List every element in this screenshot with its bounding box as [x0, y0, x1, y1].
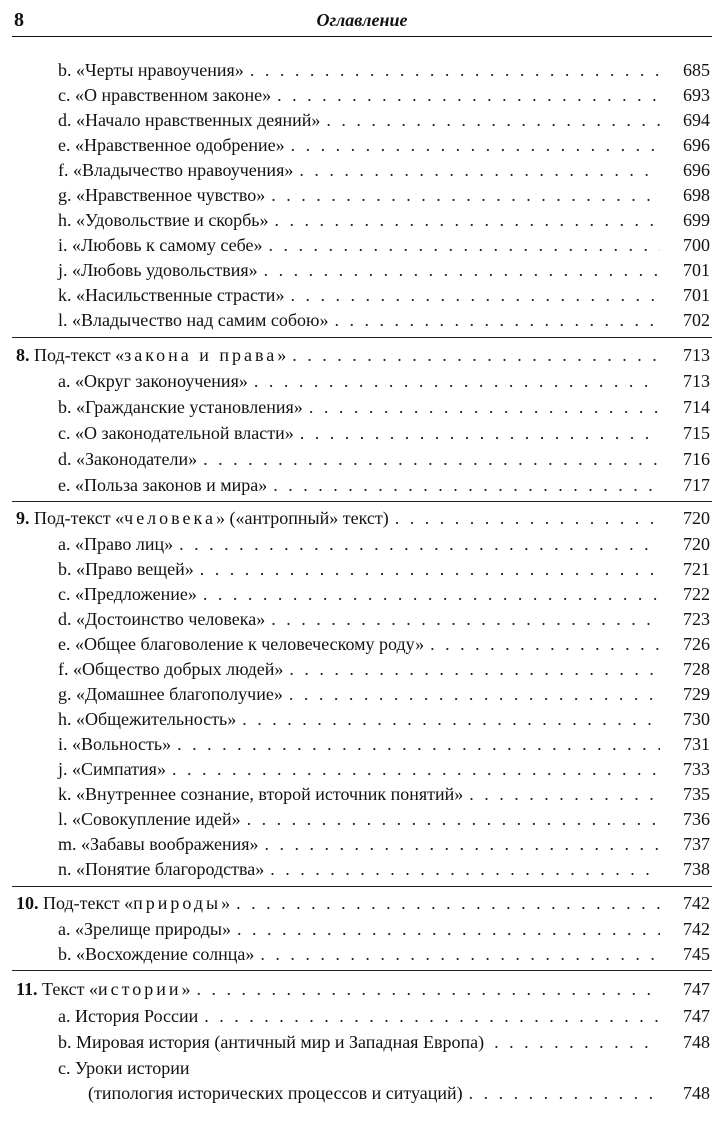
toc-entry[interactable]: g. «Нравственное чувство» . . . 698 [58, 182, 710, 208]
toc-entry[interactable]: b. «Право вещей» . . . 721 [58, 556, 710, 582]
toc-section-11[interactable]: 11. Текст «истории» . . . 747 [16, 976, 710, 1002]
toc-section-8[interactable]: 8. Под-текст «закона и права» . . . 713 [16, 342, 710, 368]
toc-entry[interactable]: d. «Законодатели» . . . 716 [58, 446, 710, 472]
toc-entry[interactable]: h. «Удовольствие и скорбь» . . . 699 [58, 207, 710, 233]
toc-entry[interactable]: d. «Начало нравственных деяний» . . . 694 [58, 107, 710, 133]
toc-entry[interactable]: c. Уроки истории [58, 1058, 190, 1078]
toc-entry[interactable]: g. «Домашнее благополучие» . . . 729 [58, 681, 710, 707]
toc-entry[interactable]: e. «Польза законов и мира» . . . 717 [58, 472, 710, 498]
section-divider [12, 970, 712, 971]
page-header [12, 6, 712, 37]
toc-entry[interactable]: l. «Совокупление идей» . . . 736 [58, 806, 710, 832]
section-divider [12, 337, 712, 338]
toc-entry[interactable]: b. «Черты нравоучения» . . . 685 [58, 57, 710, 83]
toc-entry[interactable]: c. «О нравственном законе» . . . 693 [58, 82, 710, 108]
toc-entry[interactable]: k. «Насильственные страсти» . . . 701 [58, 282, 710, 308]
toc-entry[interactable]: f. «Общество добрых людей» . . . 728 [58, 656, 710, 682]
toc-entry[interactable]: b. Мировая история (античный мир и Западная Европа) . . . 748 [58, 1029, 710, 1055]
toc-entry[interactable]: m. «Забавы воображения» . . . 737 [58, 831, 710, 857]
page-number: 8 [14, 9, 24, 31]
section-divider [12, 886, 712, 887]
toc-entry[interactable]: a. История России . . . 747 [58, 1003, 710, 1029]
toc-entry[interactable]: c. «Предложение» . . . 722 [58, 581, 710, 607]
toc-entry[interactable]: e. «Общее благоволение к человеческому роду» . . . 726 [58, 631, 710, 657]
toc-entry[interactable]: j. «Любовь удовольствия» . . . 701 [58, 257, 710, 283]
toc-section-9[interactable]: 9. Под-текст «человека» («антропный» текст) . . . 720 [16, 505, 710, 531]
toc-entry[interactable]: a. «Округ законоучения» . . . 713 [58, 368, 710, 394]
toc-entry[interactable]: f. «Владычество нравоучения» . . . 696 [58, 157, 710, 183]
toc-entry[interactable]: (типология исторических процессов и ситуаций) . . . 748 [88, 1080, 710, 1106]
toc-entry[interactable]: k. «Внутреннее сознание, второй источник понятий» . . . 735 [58, 781, 710, 807]
toc-entry[interactable]: e. «Нравственное одобрение» . . . 696 [58, 132, 710, 158]
toc-entry[interactable]: a. «Право лиц» . . . 720 [58, 531, 710, 557]
section-divider [12, 501, 712, 502]
toc-entry[interactable]: l. «Владычество над самим собою» . . . 702 [58, 307, 710, 333]
toc-section-10[interactable]: 10. Под-текст «природы» . . . 742 [16, 890, 710, 916]
toc-entry[interactable]: i. «Вольность» . . . 731 [58, 731, 710, 757]
toc-entry[interactable]: i. «Любовь к самому себе» . . . 700 [58, 232, 710, 258]
toc-entry[interactable]: b. «Восхождение солнца» . . . 745 [58, 941, 710, 967]
toc-entry[interactable]: b. «Гражданские установления» . . . 714 [58, 394, 710, 420]
toc-entry[interactable]: j. «Симпатия» . . . 733 [58, 756, 710, 782]
toc-entry[interactable]: h. «Общежительность» . . . 730 [58, 706, 710, 732]
running-title: Оглавление [316, 10, 408, 30]
toc-entry[interactable]: d. «Достоинство человека» . . . 723 [58, 606, 710, 632]
toc-entry[interactable]: a. «Зрелище природы» . . . 742 [58, 916, 710, 942]
toc-entry[interactable]: n. «Понятие благородства» . . . 738 [58, 856, 710, 882]
toc-entry[interactable]: c. «О законодательной власти» . . . 715 [58, 420, 710, 446]
